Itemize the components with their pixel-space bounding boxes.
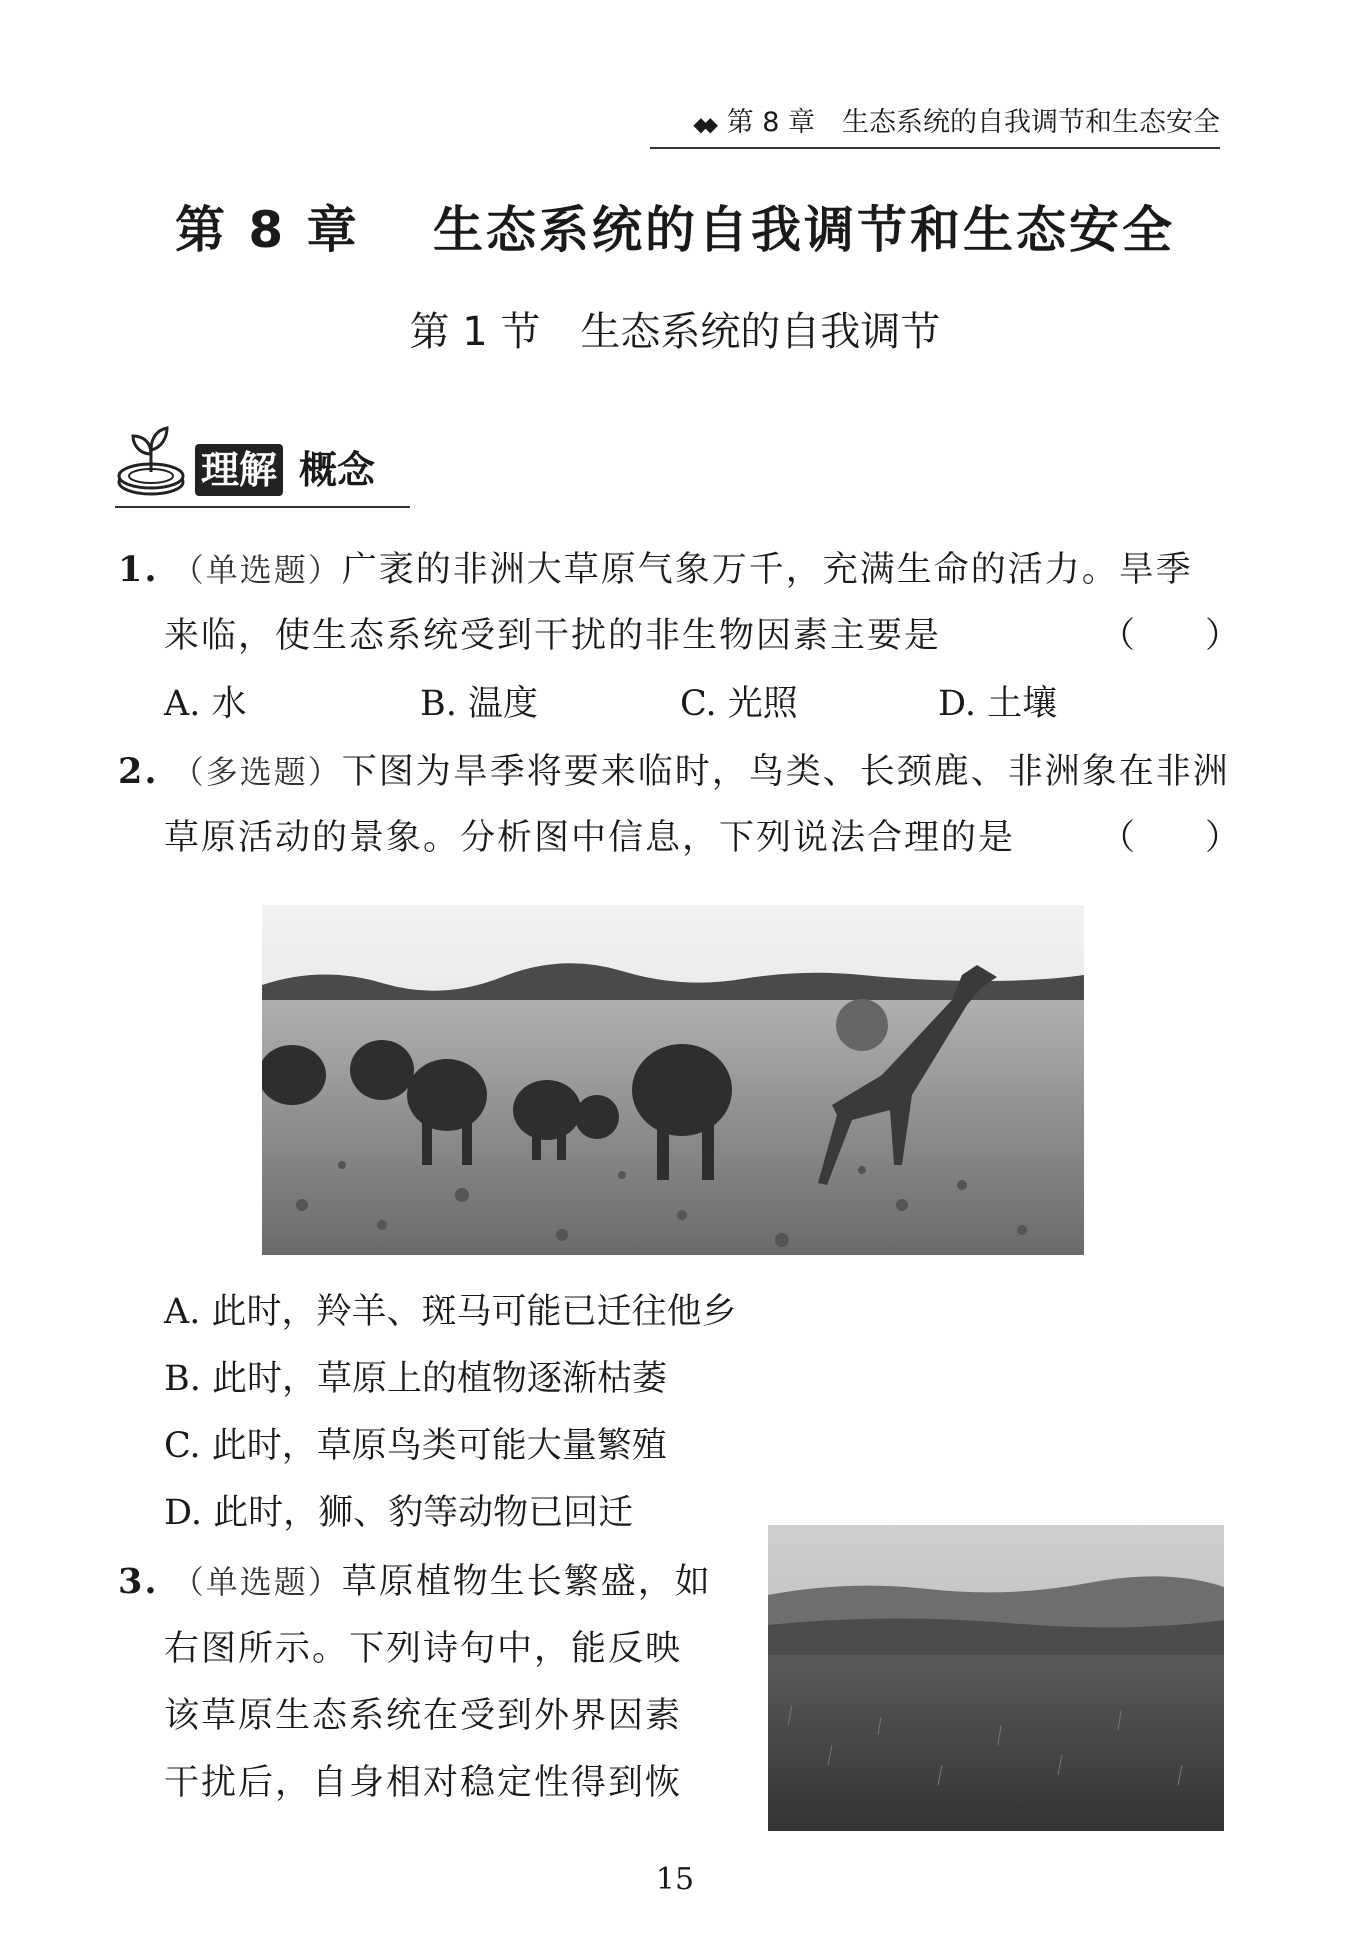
grassland-photo xyxy=(768,1525,1224,1831)
q1-line1 xyxy=(118,548,1193,592)
q1-option-b: B. 温度 xyxy=(420,684,538,724)
question-number: 3. xyxy=(118,1561,159,1602)
q2-line2: 草原活动的景象。分析图中信息，下列说法合理的是 xyxy=(164,818,1016,858)
seedling-dish-icon xyxy=(115,420,195,500)
q2-option-c: C. 此时，草原鸟类可能大量繁殖 xyxy=(164,1426,667,1466)
q2-line1 xyxy=(118,750,1230,794)
q2-option-a: A. 此时，羚羊、斑马可能已迁往他乡 xyxy=(164,1292,737,1332)
section-badge xyxy=(115,420,410,508)
question-type: （多选题） xyxy=(171,753,342,791)
badge-light-label: 概念 xyxy=(299,448,376,492)
q3-line3: 该草原生态系统在受到外界因素 xyxy=(164,1696,683,1736)
section-title: 第 1 节 生态系统的自我调节 xyxy=(409,309,941,355)
diamond-icon: ◆◆ xyxy=(693,112,713,136)
question-number: 2. xyxy=(118,751,159,792)
running-header-text: 第 8 章 生态系统的自我调节和生态安全 xyxy=(726,107,1220,138)
question-type: （单选题） xyxy=(171,1563,342,1601)
question-number: 1. xyxy=(118,549,159,590)
q3-line2: 右图所示。下列诗句中，能反映 xyxy=(164,1629,683,1669)
q3-line4: 干扰后，自身相对稳定性得到恢 xyxy=(164,1763,683,1803)
answer-blank[interactable]: （ ） xyxy=(1100,818,1241,858)
badge-dark-label: 理解 xyxy=(195,444,283,496)
photo-illustration xyxy=(262,905,1084,1255)
q1-option-d: D. 土壤 xyxy=(938,684,1058,724)
chapter-title: 第 8 章 生态系统的自我调节和生态安全 xyxy=(174,201,1175,259)
q1-option-c: C. 光照 xyxy=(680,684,798,724)
question-text: 下图为旱季将要来临时，鸟类、长颈鹿、非洲象在非洲 xyxy=(341,752,1230,792)
q2-option-d: D. 此时，狮、豹等动物已回迁 xyxy=(164,1493,634,1533)
page-number: 15 xyxy=(655,1862,695,1897)
running-header xyxy=(650,100,1220,149)
savanna-elephants-giraffe-photo xyxy=(262,905,1084,1255)
question-text: 广袤的非洲大草原气象万千，充满生命的活力。旱季 xyxy=(341,550,1193,590)
photo-illustration xyxy=(768,1525,1224,1831)
q1-option-a: A. 水 xyxy=(164,684,247,724)
question-text: 草原植物生长繁盛，如 xyxy=(341,1562,712,1602)
question-type: （单选题） xyxy=(171,551,342,589)
q2-option-b: B. 此时，草原上的植物逐渐枯萎 xyxy=(164,1359,667,1399)
answer-blank[interactable]: （ ） xyxy=(1100,616,1241,656)
q1-line2: 来临，使生态系统受到干扰的非生物因素主要是 xyxy=(164,616,942,656)
q3-line1 xyxy=(118,1560,712,1604)
